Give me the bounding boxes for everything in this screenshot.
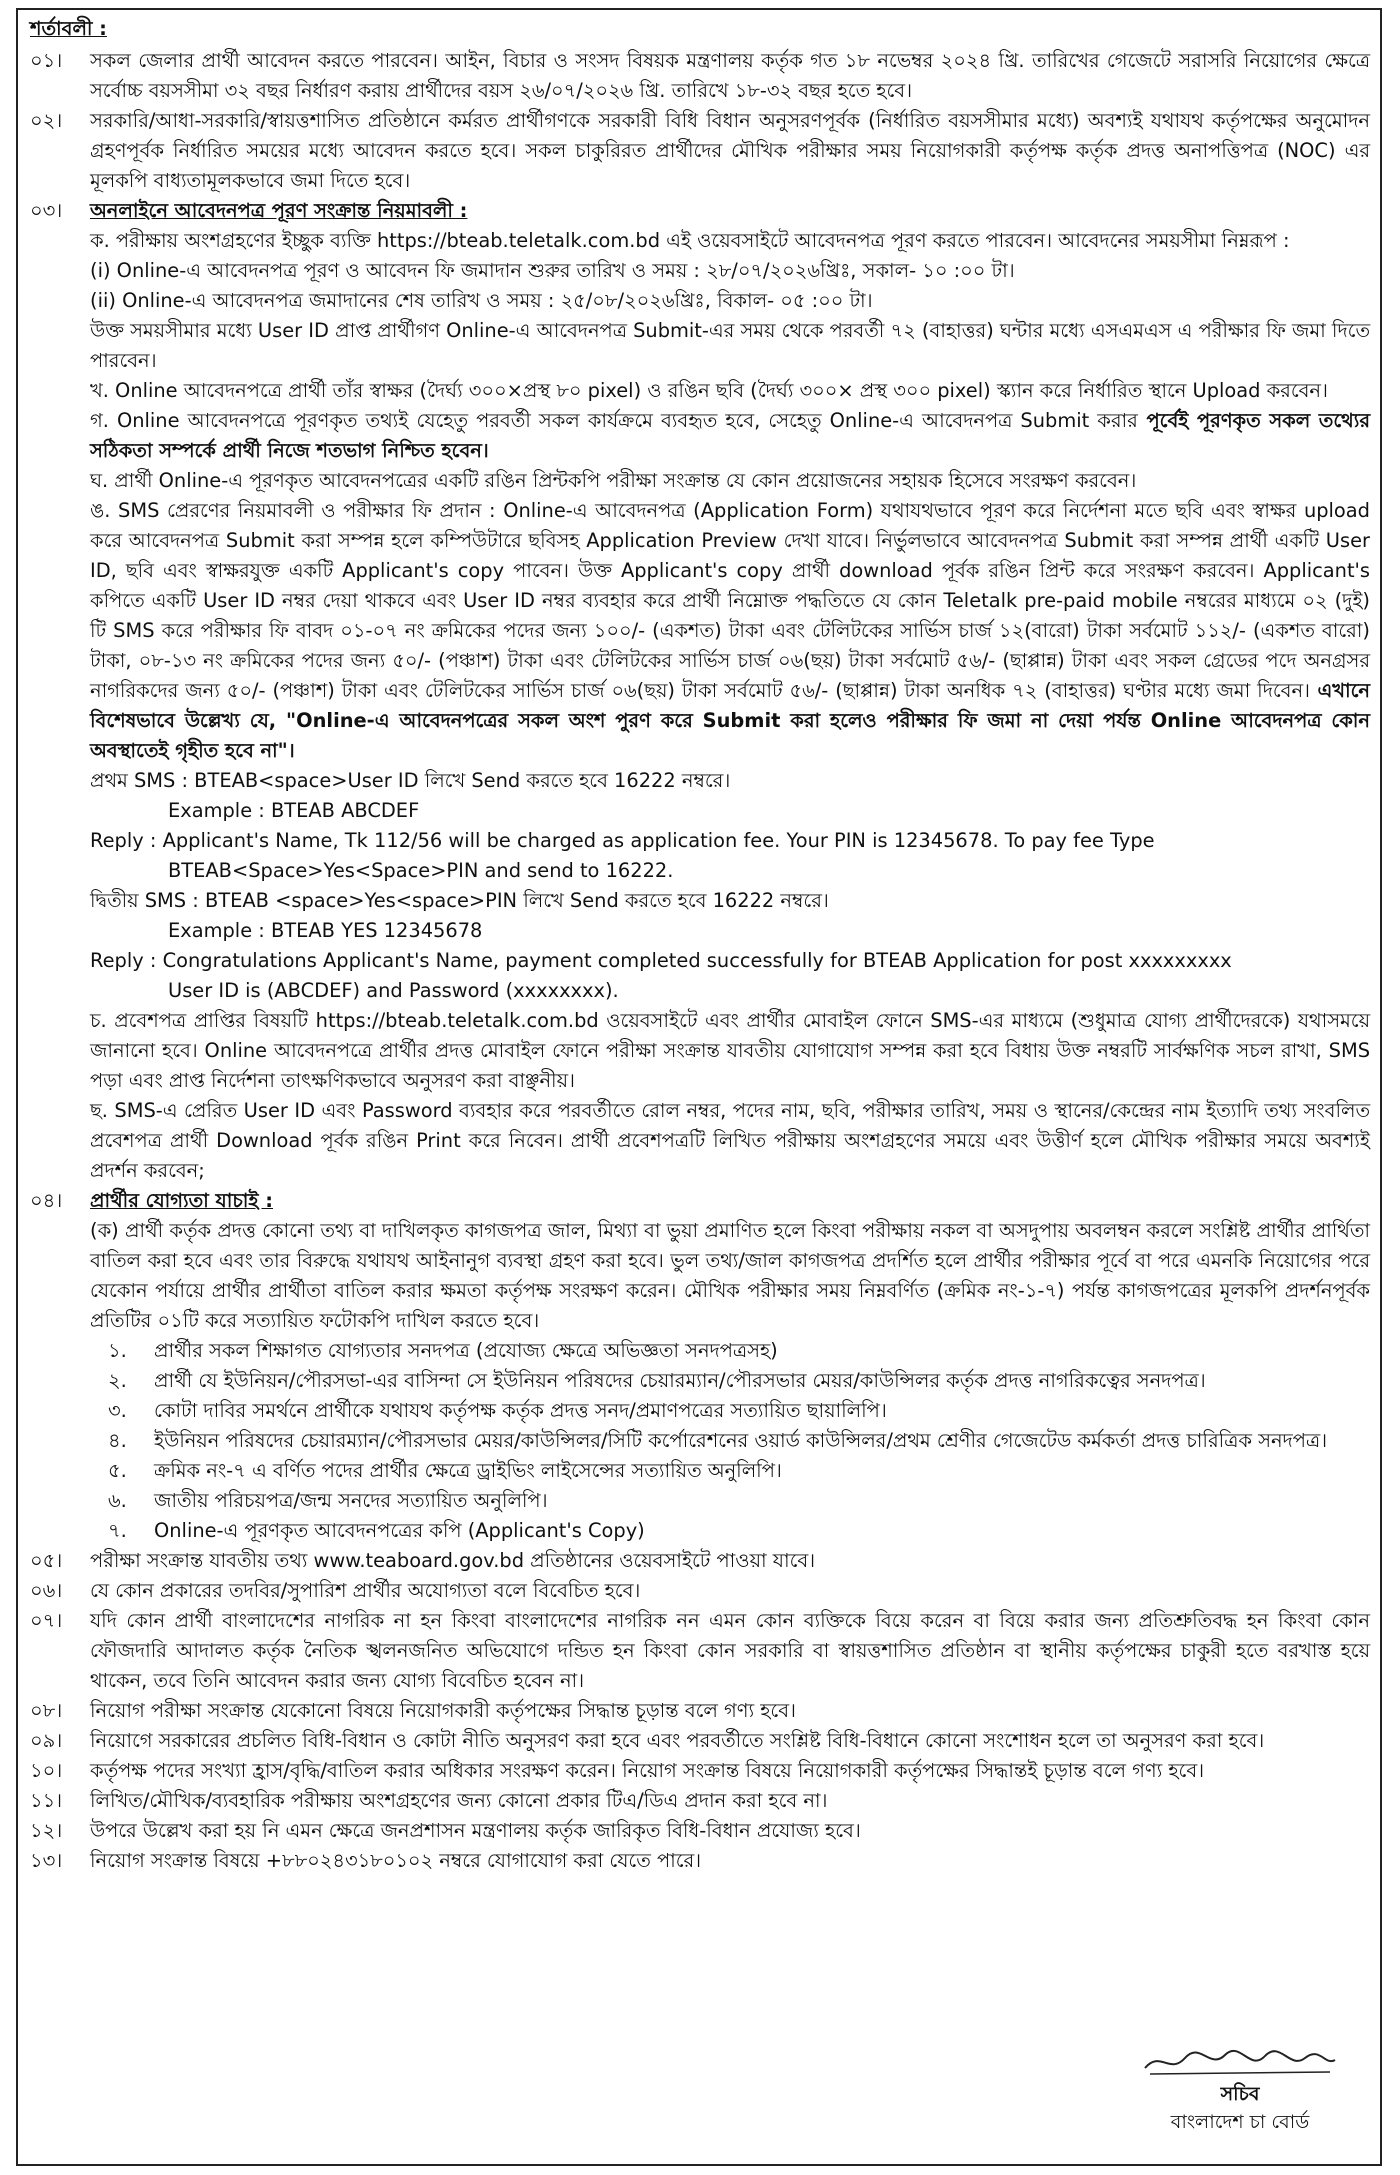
list-item [90, 1516, 1370, 1546]
term-05 [30, 1546, 1370, 1576]
second-sms-example: Example : BTEAB YES 12345678 [168, 919, 483, 942]
term-01 [30, 46, 1370, 106]
first-reply: Reply : Applicant's Name, Tk 112/56 will be charged as application fee. Your PIN is 12345678. To pay fee Type [90, 829, 1155, 852]
term-number: ০৮। [30, 1699, 63, 1722]
list-item [90, 1366, 1370, 1396]
terms-content [30, 14, 1370, 1876]
term-08 [30, 1696, 1370, 1726]
rule-ka-start-date: (i) Online-এ আবেদনপত্র পূরণ ও আবেদন ফি জমাদান শুরুর তারিখ ও সময় : ২৮/০৭/২০২৬খ্রিঃ, সকাল- ১০ :০০ টা। [90, 259, 1015, 282]
term-number: ০৩। [30, 199, 63, 222]
term-04 [30, 1186, 1370, 1546]
term-text: নিয়োগ সংক্রান্ত বিষয়ে +৮৮০২৪৩১৮০১০২ নম্বরে যোগাযোগ করা যেতে পারে। [90, 1849, 702, 1872]
term-number: ১১। [30, 1789, 63, 1812]
term-number: ০২। [30, 109, 63, 132]
list-item [90, 1486, 1370, 1516]
list-text: প্রার্থীর সকল শিক্ষাগত যোগ্যতার সনদপত্র (প্রযোজ্য ক্ষেত্রে অভিজ্ঞতা সনদপত্রসহ) [154, 1339, 778, 1362]
term-number: ০৪। [30, 1189, 63, 1212]
first-reply-cont: BTEAB<Space>Yes<Space>PIN and send to 16222. [168, 859, 674, 882]
term-text: সরকারি/আধা-সরকারি/স্বায়ত্তশাসিত প্রতিষ্ঠানে কর্মরত প্রার্থীগণকে সরকারী বিধি বিধান অনুসরণপূর্বক (নির্ধারিত বয়সসীমার মধ্যে) অবশ্যই যথাযথ কর্তৃপক্ষের অনুমোদন গ্রহণপূর্বক নির্ধারিত সময়ের মধ্যে আবেদন করতে হবে। সকল চাকুরিরত প্রার্থীদের মৌখিক পরীক্ষার সময় নিয়োগকারী কর্তৃপক্ষ কর্তৃক প্রদত্ত অনাপত্তিপত্র (NOC) এর মূলকপি বাধ্যতামূলকভাবে জমা দিতে হবে। [90, 109, 1370, 192]
online-application-rules [90, 196, 1370, 1186]
term-12 [30, 1816, 1370, 1846]
term-text: যে কোন প্রকারের তদবির/সুপারিশ প্রার্থীর অযোগ্যতা বলে বিবেচিত হবে। [90, 1579, 641, 1602]
list-item [90, 1456, 1370, 1486]
term-07 [30, 1606, 1370, 1696]
rule-ga-emphasis: পূর্বেই পূরণকৃত সকল তথ্যের সঠিকতা সম্পর্কে প্রার্থী নিজে শতভাগ নিশ্চিত হবেন। [90, 409, 1370, 462]
rule-ka: ক. পরীক্ষায় অংশগ্রহণের ইচ্ছুক ব্যক্তি https://bteab.teletalk.com.bd এই ওয়েবসাইটে আবেদনপত্র পূরণ করতে পারবেন। আবেদনের সময়সীমা নিম্নরূপ : [90, 229, 1290, 252]
first-sms-example: Example : BTEAB ABCDEF [168, 799, 420, 822]
list-number: ১. [108, 1339, 127, 1362]
term-09 [30, 1726, 1370, 1756]
rule-umo-emphasis: এখানে বিশেষভাবে উল্লেখ্য যে, "Online-এ আবেদনপত্রের সকল অংশ পুরণ করে Submit করা হলেও পরীক্ষার ফি জমা না দেয়া পর্যন্ত Online আবেদনপত্র কোন অবস্থাতেই গৃহীত হবে না"। [90, 679, 1370, 762]
list-text: প্রার্থী যে ইউনিয়ন/পৌরসভা-এর বাসিন্দা সে ইউনিয়ন পরিষদের চেয়ারম্যান/পৌরসভার মেয়র/কাউন্সিলর কর্তৃক প্রদত্ত নাগরিকত্বের সনদপত্র। [154, 1369, 1206, 1392]
list-item [90, 1396, 1370, 1426]
rule-umo-text: ঙ. SMS প্রেরণের নিয়মাবলী ও পরীক্ষার ফি প্রদান : Online-এ আবেদনপত্র (Application Form) যথাযথভাবে পূরণ করে নির্দেশনা মতে ছবি এবং স্বাক্ষর upload করে আবেদনপত্র Submit করা সম্পন্ন হলে কম্পিউটারে ছবিসহ Application Preview দেখা যাবে। নির্ভুলভাবে আবেদনপত্র Submit করা সম্পন্ন প্রার্থী একটি User ID, ছবি এবং স্বাক্ষরযুক্ত একটি Applicant's copy পাবেন। উক্ত Applicant's copy প্রার্থী download পূর্বক রঙিন প্রিন্ট করে সংরক্ষণ করবেন। Applicant's কপিতে একটি User ID নম্বর দেয়া থাকবে এবং User ID নম্বর ব্যবহার করে প্রার্থী নিম্নোক্ত পদ্ধতিতে যে কোন Teletalk pre-paid mobile নম্বরের মাধ্যমে ০২ (দুই) টি SMS করে পরীক্ষার ফি বাবদ ০১-০৭ নং ক্রমিকের পদের জন্য ১০০/- (একশত) টাকা এবং টেলিটকের সার্ভিস চার্জ ১২(বারো) টাকা সর্বমোট ১১২/- (একশত বারো) টাকা, ০৮-১৩ নং ক্রমিকের পদের জন্য ৫০/- (পঞ্চাশ) টাকা এবং টেলিটকের সার্ভিস চার্জ ০৬(ছয়) টাকা সর্বমোট ৫৬/- (ছাপ্পান্ন) টাকা এবং সকল গ্রেডের পদে অনগ্রসর নাগরিকদের জন্য ৫০/- (পঞ্চাশ) টাকা এবং টেলিটকের সার্ভিস চার্জ ০৬(ছয়) টাকা সর্বমোট ৫৬/- (ছাপ্পান্ন) টাকা অনধিক ৭২ (বাহাত্তর) ঘণ্টার মধ্যে জমা দিবেন। [90, 499, 1370, 702]
list-text: কোটা দাবির সমর্থনে প্রার্থীকে যথাযথ কর্তৃপক্ষ কর্তৃক প্রদত্ত সনদ/প্রমাণপত্রের সত্যায়িত ছায়ালিপি। [154, 1399, 887, 1422]
eligibility-text: (ক) প্রার্থী কর্তৃক প্রদত্ত কোনো তথ্য বা দাখিলকৃত কাগজপত্র জাল, মিথ্যা বা ভুয়া প্রমাণিত হলে কিংবা পরীক্ষায় নকল বা অসদুপায় অবলম্বন করলে সংশ্লিষ্ট প্রার্থীর প্রার্থিতা বাতিল করা হবে এবং তার বিরুদ্ধে যথাযথ আইনানুগ ব্যবস্থা গ্রহণ করা হবে। ভুল তথ্য/জাল কাগজপত্র প্রদর্শিত হলে প্রার্থীর পরীক্ষার পূর্বে বা পরে এমনকি নিয়োগের পরে যেকোন পর্যায়ে প্রার্থীর প্রার্থীতা বাতিল করার ক্ষমতা কর্তৃপক্ষ সংরক্ষণ করেন। মৌখিক পরীক্ষার সময় নিম্নবর্ণিত (ক্রমিক নং-১-৭) পর্যন্ত কাগজপত্রের মূলকপি প্রদর্শনপূর্বক প্রতিটির ০১টি করে সত্যায়িত ফটোকপি দাখিল করতে হবে। [90, 1219, 1370, 1332]
second-reply: Reply : Congratulations Applicant's Name, payment completed successfully for BTEAB Application for post xxxxxxxxx [90, 949, 1232, 972]
list-number: ৩. [108, 1399, 127, 1422]
organization-name: বাংলাদেশ চা বোর্ড [1170, 2111, 1310, 2133]
term-13 [30, 1846, 1370, 1876]
term-10 [30, 1756, 1370, 1786]
list-item [90, 1426, 1370, 1456]
rule-ka-end-date: (ii) Online-এ আবেদনপত্র জমাদানের শেষ তারিখ ও সময় : ২৫/০৮/২০২৬খ্রিঃ, বিকাল- ০৫ :০০ টা। [90, 289, 873, 312]
list-text: ইউনিয়ন পরিষদের চেয়ারম্যান/পৌরসভার মেয়র/কাউন্সিলর/সিটি কর্পোরেশনের ওয়ার্ড কাউন্সিলর/প্রথম শ্রেণীর গেজেটেড কর্মকর্তা প্রদত্ত চারিত্রিক সনদপত্র। [154, 1429, 1328, 1452]
list-number: ৭. [108, 1519, 127, 1542]
first-sms: প্রথম SMS : BTEAB<space>User ID লিখে Send করতে হবে 16222 নম্বরে। [90, 769, 731, 792]
rule-ga-text: গ. Online আবেদনপত্রে পূরণকৃত তথ্যই যেহেতু পরবর্তী সকল কার্যক্রমে ব্যবহৃত হবে, সেহেতু Online-এ আবেদনপত্র Submit করার [90, 409, 1138, 432]
term-text: পরীক্ষা সংক্রান্ত যাবতীয় তথ্য www.teaboard.gov.bd প্রতিষ্ঠানের ওয়েবসাইটে পাওয়া যাবে। [90, 1549, 816, 1572]
term-text: যদি কোন প্রার্থী বাংলাদেশের নাগরিক না হন কিংবা বাংলাদেশের নাগরিক নন এমন কোন ব্যক্তিকে বিয়ে করেন বা বিয়ে করার জন্য প্রতিশ্রুতিবদ্ধ হন কিংবা কোন ফৌজদারি আদালত কর্তৃক নৈতিক স্খলনজনিত অভিযোগে দন্ডিত হন কিংবা কোন সরকারি বা স্বায়ত্তশাসিত প্রতিষ্ঠান বা স্থানীয় কর্তৃপক্ষের চাকুরী হতে বরখাস্ত হয়ে থাকেন, তবে তিনি আবেদন করার জন্য যোগ্য বিবেচিত হবেন না। [90, 1609, 1370, 1692]
rule-kha: খ. Online আবেদনপত্রে প্রার্থী তাঁর স্বাক্ষর (দৈর্ঘ্য ৩০০×প্রস্থ ৮০ pixel) ও রঙিন ছবি (দৈর্ঘ্য ৩০০× প্রস্থ ৩০০ pixel) স্ক্যান করে নির্ধারিত স্থানে Upload করবেন। [90, 379, 1328, 402]
term-number: ০১। [30, 49, 63, 72]
rule-umo [90, 496, 1370, 766]
list-number: ৫. [108, 1459, 127, 1482]
term-02 [30, 106, 1370, 196]
signatory-title: সচিব [1220, 2083, 1260, 2105]
term-11 [30, 1786, 1370, 1816]
term-number: ০৭। [30, 1609, 63, 1632]
term-number: ০৫। [30, 1549, 63, 1572]
rule-chha: ছ. SMS-এ প্রেরিত User ID এবং Password ব্যবহার করে পরবর্তীতে রোল নম্বর, পদের নাম, ছবি, পরীক্ষার তারিখ, সময় ও স্থানের/কেন্দ্রের নাম ইত্যাদি তথ্য সংবলিত প্রবেশপত্র প্রার্থী Download পূর্বক রঙিন Print করে নিবেন। প্রার্থী প্রবেশপত্রটি লিখিত পরীক্ষায় অংশগ্রহণের সময়ে এবং উত্তীর্ণ হলে মৌখিক পরীক্ষার সময়ে অবশ্যই প্রদর্শন করবেন; [90, 1099, 1370, 1182]
term-number: ১৩। [30, 1849, 63, 1872]
section-title: অনলাইনে আবেদনপত্র পূরণ সংক্রান্ত নিয়মাবলী : [90, 199, 468, 222]
term-number: ০৬। [30, 1579, 63, 1602]
term-03 [30, 196, 1370, 1186]
list-text: ক্রমিক নং-৭ এ বর্ণিত পদের প্রার্থীর ক্ষেত্রে ড্রাইভিং লাইসেন্সের সত্যায়িত অনুলিপি। [154, 1459, 782, 1482]
signature-block [1120, 2040, 1360, 2136]
rule-ga [90, 406, 1370, 466]
term-text: কর্তৃপক্ষ পদের সংখ্যা হ্রাস/বৃদ্ধি/বাতিল করার অধিকার সংরক্ষণ করেন। নিয়োগ সংক্রান্ত বিষয়ে নিয়োগকারী কর্তৃপক্ষের সিদ্ধান্তই চূড়ান্ত বলে গণ্য হবে। [90, 1759, 1205, 1782]
list-item [90, 1336, 1370, 1366]
rule-gha: ঘ. প্রার্থী Online-এ পূরণকৃত আবেদনপত্রের একটি রঙিন প্রিন্টকপি পরীক্ষা সংক্রান্ত যে কোন প্রয়োজনের সহায়ক হিসেবে সংরক্ষণ করবেন। [90, 469, 1137, 492]
handwritten-signature [1120, 2040, 1360, 2080]
second-sms: দ্বিতীয় SMS : BTEAB <space>Yes<space>PIN লিখে Send করতে হবে 16222 নম্বরে। [90, 889, 829, 912]
term-number: ০৯। [30, 1729, 63, 1752]
term-number: ১০। [30, 1759, 63, 1782]
term-number: ১২। [30, 1819, 63, 1842]
list-number: ২. [108, 1369, 127, 1392]
second-reply-cont: User ID is (ABCDEF) and Password (xxxxxxxx). [168, 979, 619, 1002]
document-list [90, 1336, 1370, 1546]
eligibility-verification [90, 1186, 1370, 1546]
terms-heading: শর্তাবলী : [30, 17, 107, 40]
term-text: নিয়োগ পরীক্ষা সংক্রান্ত যেকোনো বিষয়ে নিয়োগকারী কর্তৃপক্ষের সিদ্ধান্ত চূড়ান্ত বলে গণ্য হবে। [90, 1699, 796, 1722]
term-text: নিয়োগে সরকারের প্রচলিত বিধি-বিধান ও কোটা নীতি অনুসরণ করা হবে এবং পরবর্তীতে সংশ্লিষ্ট বিধি-বিধানে কোনো সংশোধন হলে তা অনুসরণ করা হবে। [90, 1729, 1265, 1752]
term-text: লিখিত/মৌখিক/ব্যবহারিক পরীক্ষায় অংশগ্রহণের জন্য কোনো প্রকার টিএ/ডিএ প্রদান করা হবে না। [90, 1789, 828, 1812]
rule-cha: চ. প্রবেশপত্র প্রাপ্তির বিষয়টি https://bteab.teletalk.com.bd ওয়েবসাইটে এবং প্রার্থীর মোবাইল ফোনে SMS-এর মাধ্যমে (শুধুমাত্র যোগ্য প্রার্থীদেরকে) যথাসময়ে জানানো হবে। Online আবেদনপত্রে প্রার্থীর প্রদত্ত মোবাইল ফোনে পরীক্ষা সংক্রান্ত যাবতীয় যোগাযোগ সম্পন্ন করা হবে বিধায় উক্ত নম্বরটি সার্বক্ষণিক সচল রাখা, SMS পড়া এবং প্রাপ্ত নির্দেশনা তাৎক্ষণিকভাবে অনুসরণ করা বাঞ্ছনীয়। [90, 1009, 1370, 1092]
list-text: Online-এ পূরণকৃত আবেদনপত্রের কপি (Applicant's Copy) [154, 1519, 645, 1542]
term-text: উপরে উল্লেখ করা হয় নি এমন ক্ষেত্রে জনপ্রশাসন মন্ত্রণালয় কর্তৃক জারিকৃত বিধি-বিধান প্রযোজ্য হবে। [90, 1819, 861, 1842]
rule-ka-note: উক্ত সময়সীমার মধ্যে User ID প্রাপ্ত প্রার্থীগণ Online-এ আবেদনপত্র Submit-এর সময় থেকে পরবর্তী ৭২ (বাহাত্তর) ঘন্টার মধ্যে এসএমএস এ পরীক্ষার ফি জমা দিতে পারবেন। [90, 319, 1370, 372]
term-text: সকল জেলার প্রার্থী আবেদন করতে পারবেন। আইন, বিচার ও সংসদ বিষয়ক মন্ত্রণালয় কর্তৃক গত ১৮ নভেম্বর ২০২৪ খ্রি. তারিখের গেজেটে সরাসরি নিয়োগের ক্ষেত্রে সর্বোচ্চ বয়সসীমা ৩২ বছর নির্ধারণ করায় প্রার্থীদের বয়স ২৬/০৭/২০২৬ খ্রি. তারিখে ১৮-৩২ বছর হতে হবে। [90, 49, 1370, 102]
term-06 [30, 1576, 1370, 1606]
list-number: ৬. [108, 1489, 127, 1512]
list-number: ৪. [108, 1429, 127, 1452]
list-text: জাতীয় পরিচয়পত্র/জন্ম সনদের সত্যায়িত অনুলিপি। [154, 1489, 548, 1512]
section-title: প্রার্থীর যোগ্যতা যাচাই : [90, 1189, 274, 1212]
